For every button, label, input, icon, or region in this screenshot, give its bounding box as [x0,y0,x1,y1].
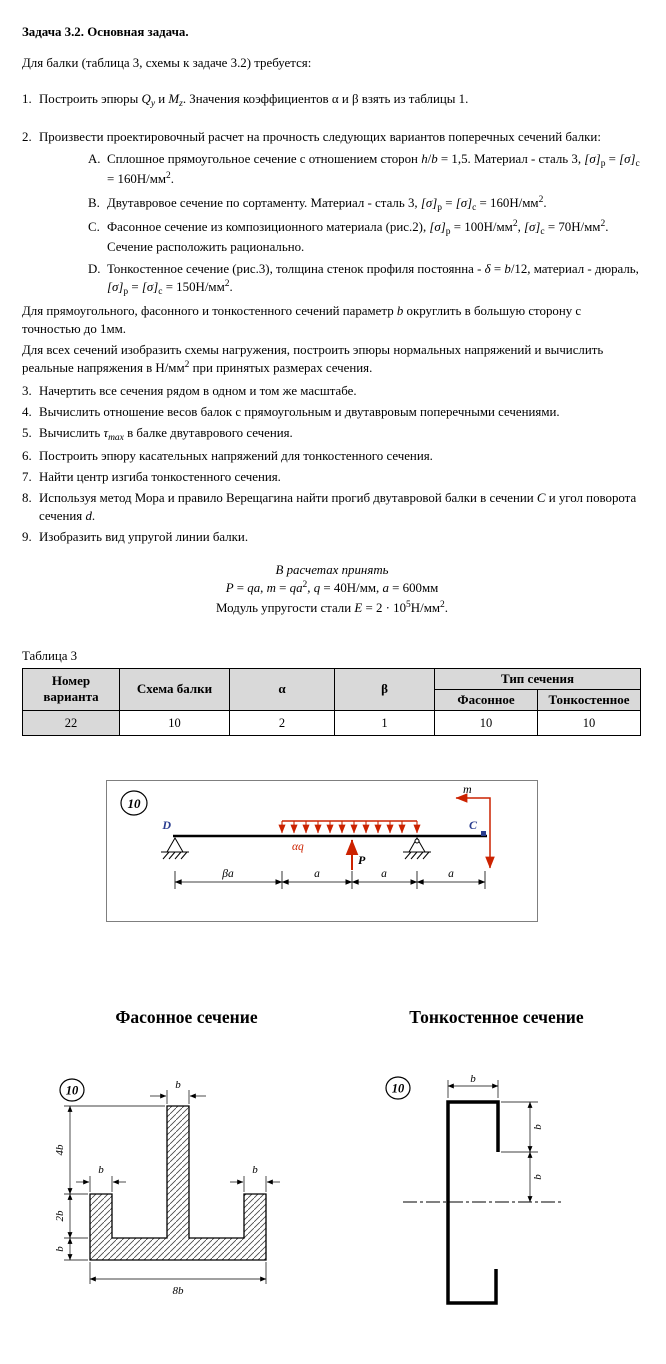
col-header-variant-number: Номер варианта [23,668,120,710]
beam-scheme-drawing [107,781,535,919]
distributed-load-label: αq [292,840,304,853]
task-subitem-b [88,194,642,214]
subitem-text: Тонкостенное сечение (рис.3), толщина стенок профиля постоянна - δ = b/12, материал - дюраль, $[\sigma]_р = [\sigma]_с = 150Н/мм^2$. [107,261,639,297]
task-item-4 [22,403,642,421]
distributed-load [282,821,417,833]
thin-walled-profile [448,1102,498,1303]
beam-end-marker [481,831,486,836]
section-headings-row [22,1006,642,1028]
item-number: 4. [22,404,32,419]
paragraph-rounding: Для прямоугольного, фасонного и тонкостенного сечений параметр b округлить в большую сторону с точностью до 1мм. [22,303,582,336]
figure-number-label: 10 [65,1083,79,1098]
thin-heading: Тонкостенное сечение [409,1006,584,1027]
table-row [23,710,641,735]
dim-b-flange-right: b [252,1163,258,1176]
task-subitem-c [88,218,642,256]
dim-b-flange-left: b [98,1163,104,1176]
item-number: 9. [22,529,32,544]
task-item-8 [22,489,642,525]
dim-beta-a: βa [222,867,234,880]
dim-b-top: b [175,1078,181,1091]
thin-section-figure [378,1072,588,1322]
task-item-7 [22,468,642,486]
cell-alpha: 2 [230,710,335,735]
subitem-text: Фасонное сечение из композиционного материала (рис.2), $[\sigma]_р = 100Н/мм^2$, $[\sigma]_с = 70Н/мм^2$. Сечение расположить рационально. [107,219,609,254]
assumptions-block [22,561,642,619]
item-text: Найти центр изгиба тонкостенного сечения. [39,469,281,484]
item-number: 1. [22,91,32,106]
dim-a-3: a [448,867,454,880]
fason-shape [90,1106,266,1260]
fason-heading: Фасонное сечение [115,1006,258,1027]
task-subitem-d [88,260,642,298]
fason-section-figure [50,1072,300,1304]
col-header-fason: Фасонное [435,689,538,710]
task-subitem-a [88,150,642,190]
assumptions-formula-1: P = qa, $m = qa^2$, q = 40Н/мм, a = 600мм [225,580,439,595]
table-caption: Таблица 3 [22,648,78,663]
item-text: Построить эпюру касательных напряжений для тонкостенного сечения. [39,448,433,463]
task-item-5 [22,424,642,444]
dim-a-2: a [381,867,387,880]
figure-number-badge [386,1077,410,1099]
thin-dimension-lines [448,1080,538,1202]
subitem-text: Сплошное прямоугольное сечение с отношением сторон h/b = 1,5. Материал - сталь 3, $[\sigma]_р = [\sigma]_с = 160Н/мм^2$. [107,151,640,186]
dim-b-right-2: b [532,1174,544,1180]
variants-table [22,668,641,736]
subitem-letter: C. [88,219,100,234]
item-number: 3. [22,383,32,398]
item-text: Изобразить вид упругой линии балки. [39,529,249,544]
figure-number-label: 10 [127,795,141,811]
cell-beta: 1 [335,710,435,735]
item-number: 6. [22,448,32,463]
dim-2b-left: 2b [54,1210,66,1222]
item-text: Вычислить отношение весов балок с прямоугольным и двутавровым поперечными сечениями. [39,404,560,419]
item-number: 2. [22,129,32,144]
dim-b-left-base: b [54,1246,66,1252]
support-left-label: D [162,817,171,832]
paragraph-stress-diagrams: Для всех сечений изобразить схемы нагружения, построить эпюры нормальных напряжений и вычислить реальные напряжения в $Н/мм^2$ при принятых размерах сечения. [22,342,604,375]
assumptions-formula-2: Модуль упругости стали $E = 2 \cdot 10^5Н/мм^2$. [216,600,448,615]
assumptions-heading: В расчетах принять [275,562,389,577]
col-header-section-type: Тип сечения [435,668,641,689]
beam-scheme-figure [106,780,538,922]
item-text: Произвести проектировочный расчет на прочность следующих вариантов поперечных сечений балки: [39,129,601,144]
cell-fason: 10 [435,710,538,735]
doc-intro: Для балки (таблица 3, схемы к задаче 3.2) требуется: [22,55,312,70]
item-number: 7. [22,469,32,484]
subitem-letter: B. [88,195,100,210]
dim-b-right-1: b [532,1124,544,1130]
force-p-label: P [358,852,366,867]
figure-number-label: 10 [391,1081,405,1096]
doc-title: Задача 3.2. Основная задача. [22,24,189,39]
end-c-label: C [469,817,478,832]
cell-variant-number: 22 [23,710,120,735]
item-text: Вычислить $\tau_{max}$ в балке двутаврового сечения. [39,425,293,443]
support-roller-right [403,838,431,859]
moment-label: m [463,781,472,796]
dim-b-top: b [470,1072,476,1085]
dim-a-1: a [314,867,320,880]
dim-8b-bottom: 8b [172,1284,184,1297]
subitem-letter: A. [88,151,101,166]
task-item-6 [22,447,642,465]
figure-number-badge [121,791,147,815]
col-header-thin-walled: Тонкостенное [538,689,641,710]
figure-number-badge [60,1079,84,1101]
subitem-text: Двутавровое сечение по сортаменту. Материал - сталь 3, $[\sigma]_р = [\sigma]_с = 160Н/мм^2$. [107,195,547,213]
item-text: Построить эпюры $Q_y$ и $M_z$. Значения коэффициентов α и β взять из таблицы 1. [39,91,469,109]
task-item-2 [22,128,642,146]
cell-beam-scheme: 10 [120,710,230,735]
task-item-9 [22,528,642,546]
task-item-1 [22,90,642,110]
item-number: 8. [22,490,32,505]
task-item-3 [22,382,642,400]
item-text: Используя метод Мора и правило Верещагина найти прогиб двутавровой балки в сечении C и угол поворота сечения d. [39,490,637,523]
dim-4b-left: 4b [54,1144,66,1156]
item-number: 5. [22,425,32,440]
col-header-alpha: α [230,668,335,710]
item-text: Начертить все сечения рядом в одном и том же масштабе. [39,383,357,398]
col-header-beam-scheme: Схема балки [120,668,230,710]
cell-thin-walled: 10 [538,710,641,735]
col-header-beta: β [335,668,435,710]
section-drawings-row [22,1072,642,1322]
support-pin-left [161,838,189,859]
subitem-letter: D. [88,261,101,276]
